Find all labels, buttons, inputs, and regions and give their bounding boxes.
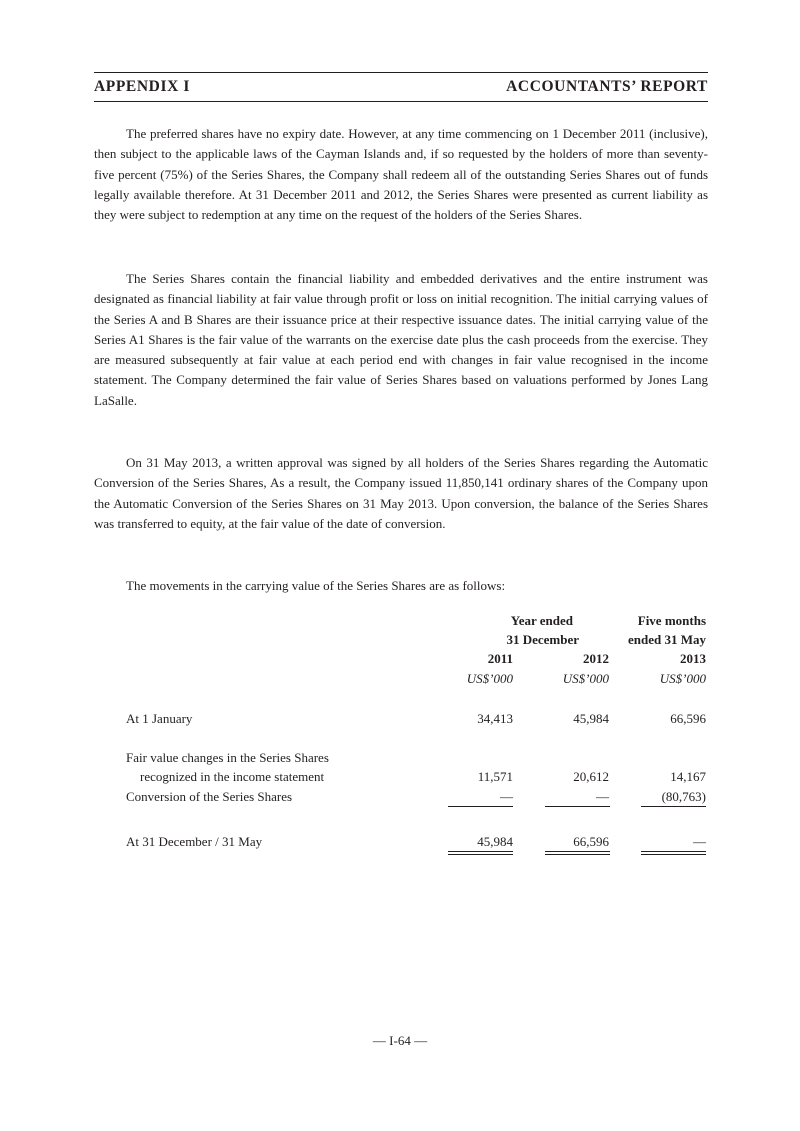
value-fair-value-2012: 20,612 [573,769,609,784]
row-label-conversion: Conversion of the Series Shares [126,789,293,804]
value-conversion-2011: — [500,789,513,804]
paragraph-redemption: The preferred shares have no expiry date. However, at any time commencing on 1 December 2011 (inclusive), then subject to the applicable laws of the Cayman Islands and, if so requested by the holders of more than seventy-five percent (75%) of the Series Shares, the Company shall redeem all of the outstanding Series Shares out of funds legally available therefore. At 31 December 2011 and 2012, the Series Shares were presented as current liability as they were subject to redemption at any time on the request of the holders of the Series Shares. [94,126,708,223]
col-header-five-months: Five months [637,613,706,628]
col-header-ended-31-may: ended 31 May [628,632,706,647]
report-title: ACCOUNTANTS’ REPORT [506,78,708,95]
col-header-year-ended: Year ended [510,613,573,628]
total-rule-top-2013 [641,851,706,852]
col-year-2013: 2013 [680,651,706,666]
value-at-1-january-2012: 45,984 [573,711,609,726]
total-rule-bottom-2012 [545,854,610,855]
value-closing-2011: 45,984 [477,834,513,849]
value-closing-2012: 66,596 [573,834,609,849]
col-year-2011: 2011 [487,651,513,666]
row-label-at-1-january: At 1 January [126,711,193,726]
subtotal-rule-2012 [545,806,610,807]
paragraph-fair-value: The Series Shares contain the financial liability and embedded derivatives and the entire instrument was designated as financial liability at fair value through profit or loss on initial recognition. The initial carrying values of the Series A and B Shares are their issuance price at their respective issuance dates. The initial carrying value of the Series A1 Shares is the fair value of the warrants on the exercise date plus the cash proceeds from the exercise. They are measured subsequently at fair value at each period end with changes in fair value recognised in the income statement. The Company determined the fair value of Series Shares based on valuations performed by Jones Lang LaSalle. [94,271,708,408]
currency-2012: US$’000 [562,671,609,686]
total-rule-bottom-2011 [448,854,513,855]
value-conversion-2012: — [596,789,609,804]
value-conversion-2013: (80,763) [661,789,706,804]
col-header-31-december: 31 December [506,632,579,647]
value-fair-value-2013: 14,167 [670,769,706,784]
paragraph-conversion: On 31 May 2013, a written approval was signed by all holders of the Series Shares regarding the Automatic Conversion of the Series Shares, As a result, the Company issued 11,850,141 ordinary shares of the Company upon the Automatic Conversion of the Series Shares on 31 May 2013. Upon conversion, the balance of the Series Shares was transferred to equity, at the fair value of the date of conversion. [94,455,708,531]
row-label-fair-value-changes: Fair value changes in the Series Shares [126,750,329,765]
col-year-2012: 2012 [583,651,609,666]
subtotal-rule-2011 [448,806,513,807]
currency-2013: US$’000 [659,671,706,686]
total-rule-bottom-2013 [641,854,706,855]
value-at-1-january-2013: 66,596 [670,711,706,726]
row-label-closing-balance: At 31 December / 31 May [126,834,263,849]
currency-2011: US$’000 [466,671,513,686]
value-fair-value-2011: 11,571 [477,769,513,784]
paragraph-movements-intro: The movements in the carrying value of the Series Shares are as follows: [126,578,506,593]
appendix-title: APPENDIX I [94,78,190,95]
value-at-1-january-2011: 34,413 [477,711,513,726]
total-rule-top-2011 [448,851,513,852]
page-number: — I-64 — [372,1033,428,1048]
row-label-recognized-income: recognized in the income statement [140,769,325,784]
value-closing-2013: — [693,834,706,849]
subtotal-rule-2013 [641,806,706,807]
total-rule-top-2012 [545,851,610,852]
